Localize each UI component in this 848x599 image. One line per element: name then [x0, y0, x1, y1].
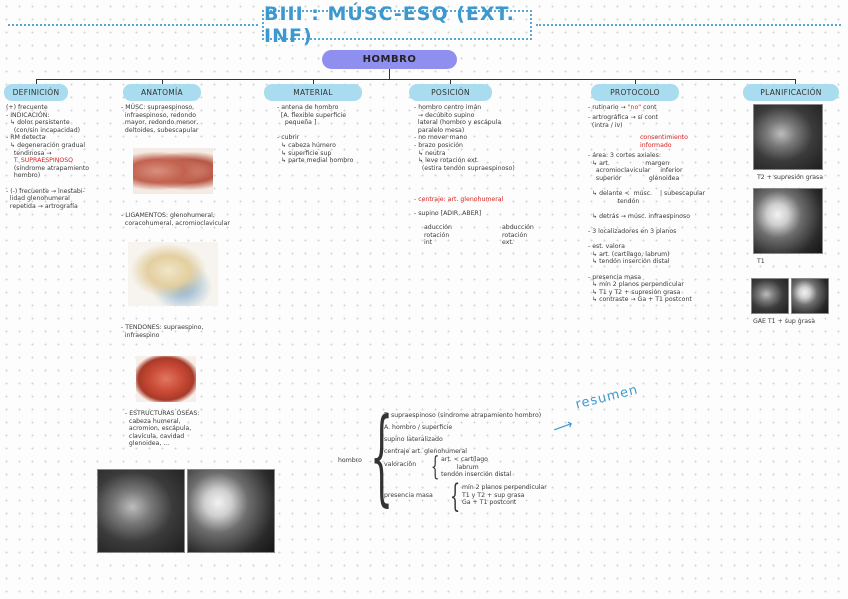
category-protocolo: PROTOCOLO [591, 84, 679, 101]
category-material: MATERIAL [264, 84, 362, 101]
anatomia-tendons: - TENDONES: supraespino, infraespino [121, 324, 204, 339]
mri-image-right [187, 469, 275, 553]
anatomia-bones: - ESTRUCTURAS ÓSEAS: cabeza humeral, acromion, escápula, clavícula, cavidad glenoidea, ... [125, 410, 200, 448]
highlighted-text: T. SUPRAESPINOSO [13, 157, 74, 165]
ligament-anatomy-image [128, 242, 218, 306]
planning-caption-2: T1 [757, 258, 765, 265]
posicion-centraje: - centraje: art. glenohumeral [414, 196, 504, 203]
material-notes: - antena de hombro [A. flexible superficie pequeña ] - cubrir ↳ cabeza húmero ↳ superficie sup ↳ parte medial hombro [277, 104, 354, 165]
posicion-notes: - hombro centro imán → decúbito supino lateral (hombro y escápula paralelo mesa) - no mover mano - brazo posición ↳ neutra ↳ leve rotación ext. (estira tendón supraespinoso) [414, 104, 515, 172]
protocolo-artrografia: - artrográfica → sí cont (intra / iv) [588, 114, 659, 129]
planning-image-coronal [753, 188, 823, 254]
resumen-line-6: presencia masa [384, 492, 433, 499]
page-title: BIII : MÚSC-ESQ (EXT. INF) [262, 10, 532, 40]
anatomia-muscles: - MÚSC: supraespinoso, infraespinoso, redondo mayor, redondo menor, deltoides, subescapular [121, 104, 199, 134]
planning-image-axial [753, 104, 823, 170]
anatomia-ligaments: - LIGAMENTOS: glenohumeral, coracohumeral, acromioclavicular [121, 212, 230, 227]
resumen-masa-sub: mín 2 planos perpendicular T1 y T2 + sup grasa Ga + T1 postcont [462, 484, 547, 507]
resumen-label: resumen [574, 382, 640, 413]
tendon-anatomy-image [136, 356, 196, 402]
title-decoration-left [8, 24, 258, 26]
muscle-anatomy-image [133, 148, 213, 194]
category-posicion: POSICIÓN [409, 84, 492, 101]
posicion-abduccion: abducción rotación ext. [502, 224, 534, 247]
posicion-aduccion: aducción rotación int [424, 224, 452, 247]
resumen-brace: { [370, 395, 394, 517]
masa-brace: { [450, 477, 461, 515]
protocolo-consentimiento: consentimiento informado [640, 134, 688, 149]
highlighted-text: "no" [627, 104, 642, 111]
branch-line [36, 79, 795, 80]
category-planificacion: PLANIFICACIÓN [743, 84, 839, 101]
posicion-supino: - supino [ADIR, ABER] [414, 210, 482, 217]
root-node: HOMBRO [322, 50, 457, 69]
protocolo-details: - área: 3 cortes axiales: ↳ art. margen acromioclavicular inferior superior glenoidea ↳ delante < músc. | subescapular tendón ↳ detrás → músc. infraespinoso - 3 localizadores en 3 planos - est. valora ↳ art. (cartílago, labrum) ↳ tendón inserción distal - presencia masa ↳ mín 2 planos perpendicular ↳ T1 y T2 + supresión grasa ↳ contraste → Ga + T1 postcont [588, 152, 706, 304]
planning-caption-3: GAE T1 + sup grasa [753, 318, 816, 325]
resumen-line-2: A. hombro / superficie [384, 424, 453, 431]
root-connector [389, 69, 390, 79]
resumen-root: hombro [338, 457, 362, 464]
category-anatomia: ANATOMÍA [123, 84, 201, 101]
resumen-line-5: valoración [384, 461, 417, 468]
resumen-line-3: supino lateralizado [384, 436, 443, 443]
title-decoration-right [536, 24, 841, 26]
planning-image-gae-2 [791, 278, 829, 314]
resumen-line-4: centraje art. glenohumeral [384, 448, 467, 455]
definicion-notes: (+) frecuente - INDICACIÓN: ↳ dolor persistente (con/sin incapacidad) - RM detecta ↳ degeneración gradual tendinosa → T. SUPRAESPINOSO (síndrome atrapamiento hombro) - (-) frecuente → inestabi- lidad glenohumeral repetida → artrografía [6, 104, 90, 210]
resumen-line-1: T. supraespinoso (síndrome atrapamiento hombro) [384, 412, 542, 419]
arrow-icon: ⟶ [550, 416, 576, 438]
category-definicion: DEFINICIÓN [4, 84, 68, 101]
valoracion-brace: { [431, 452, 440, 482]
planning-caption-1: T2 + supresión grasa [757, 174, 824, 181]
resumen-valoracion-sub: art. < cartílago labrum tendón inserción distal [441, 456, 512, 479]
planning-image-gae-1 [751, 278, 789, 314]
protocolo-rutinario: - rutinario → "no" cont [588, 104, 657, 111]
mri-image-left [97, 469, 185, 553]
